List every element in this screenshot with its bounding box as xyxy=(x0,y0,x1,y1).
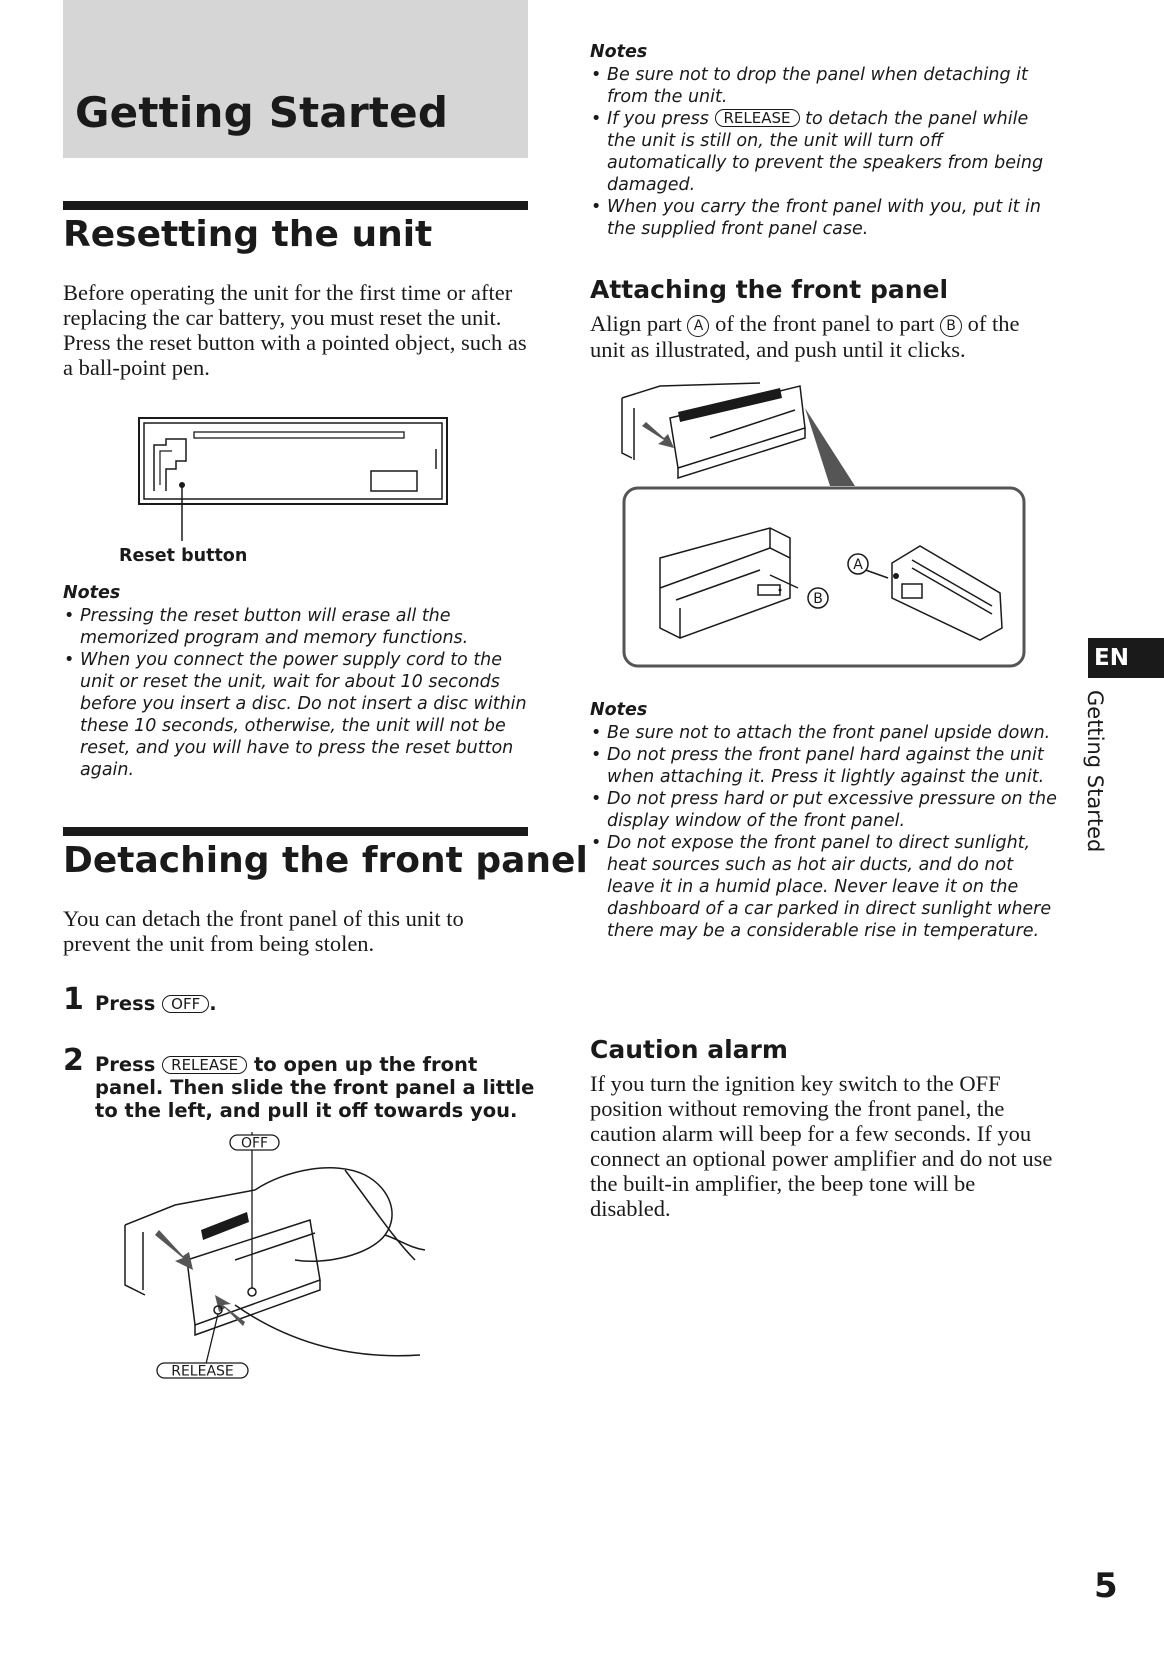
note-item: • Do not press the front panel hard against the unit when attaching it. Press it lightly against the unit. xyxy=(590,744,1060,788)
resetting-body xyxy=(63,280,531,380)
attaching-notes xyxy=(590,722,1060,942)
section-banner xyxy=(63,0,528,158)
attaching-text-2: of the front panel to part xyxy=(715,311,935,336)
heading-rule xyxy=(63,201,528,210)
reset-button-caption: Reset button xyxy=(119,546,248,566)
resetting-para-1: Before operating the unit for the first time or after replacing the car battery, you must reset the unit. xyxy=(63,280,513,330)
page-number: 5 xyxy=(1094,1566,1118,1606)
attaching-text-3: of the unit as illustrated, and push until it clicks. xyxy=(590,311,1020,362)
resetting-notes-title: Notes xyxy=(63,583,121,603)
part-a-mark: A xyxy=(687,315,709,337)
step-2-pre: Press xyxy=(95,1053,156,1076)
note-item: • Be sure not to attach the front panel upside down. xyxy=(590,722,1060,744)
off-label-text: OFF xyxy=(240,1135,269,1152)
attaching-body xyxy=(590,311,1060,362)
note-item: • When you carry the front panel with you, put it in the supplied front panel case. xyxy=(590,196,1060,240)
side-section-label: Getting Started xyxy=(1083,690,1107,853)
figure-label-b: B xyxy=(813,591,823,607)
step-1-text xyxy=(95,992,535,1015)
note-2-post: to detach the panel while the unit is still on, the unit will turn off automatically to prevent the speakers from being damaged. xyxy=(607,109,1044,195)
detaching-intro: You can detach the front panel of this unit to prevent the unit from being stolen. xyxy=(63,906,464,956)
resetting-notes xyxy=(63,605,533,781)
off-figure-label xyxy=(229,1134,281,1152)
note-item: • Be sure not to drop the panel when detaching it from the unit. xyxy=(590,64,1060,108)
note-item: • Do not expose the front panel to direct sunlight, heat sources such as hot air ducts, and do not leave it in a humid place. Never leave it on the dashboard of a car parked in direct sunlight where there may be a considerable rise in temperature. xyxy=(590,832,1060,942)
step-1-pre: Press xyxy=(95,992,156,1015)
step-number: 1 xyxy=(63,982,84,1017)
step-1-post: . xyxy=(209,992,217,1015)
part-b-mark: B xyxy=(940,315,962,337)
step-2-text xyxy=(95,1053,535,1122)
step-2-post: to open up the front panel. Then slide the front panel a little to the left, and pull it off towards you. xyxy=(95,1053,535,1122)
language-tab: EN xyxy=(1088,638,1164,678)
attach-panel-figure xyxy=(620,378,1030,673)
release-button-label: RELEASE xyxy=(162,1056,247,1074)
resetting-para-2: Press the reset button with a pointed object, such as a ball-point pen. xyxy=(63,330,527,380)
resetting-heading: Resetting the unit xyxy=(63,214,433,255)
detach-notes xyxy=(590,64,1060,240)
release-figure-label xyxy=(156,1362,250,1380)
note-2-pre: If you press xyxy=(607,109,709,129)
detach-panel-figure xyxy=(115,1130,445,1380)
note-item xyxy=(590,108,1060,196)
figure-label-a: A xyxy=(853,557,863,573)
attaching-text-1: Align part xyxy=(590,311,682,336)
note-item: • Pressing the reset button will erase all the memorized program and memory functions. xyxy=(63,605,533,649)
heading-rule xyxy=(63,827,528,836)
attaching-notes-title: Notes xyxy=(590,700,648,720)
release-label-text: RELEASE xyxy=(171,1363,234,1380)
off-button-label: OFF xyxy=(162,995,209,1013)
caution-body: If you turn the ignition key switch to the OFF position without removing the front panel, the caution alarm will beep for a few seconds. If you connect an optional power amplifier and do not use the built-in amplifier, the beep tone will be disabled. xyxy=(590,1071,1053,1221)
caution-heading: Caution alarm xyxy=(590,1035,788,1064)
release-button-label: RELEASE xyxy=(715,109,800,127)
detaching-heading: Detaching the front panel xyxy=(63,840,588,881)
note-item: • Do not press hard or put excessive pressure on the display window of the front panel. xyxy=(590,788,1060,832)
note-item: • When you connect the power supply cord to the unit or reset the unit, wait for about 10 seconds before you insert a disc. Do not insert a disc within these 10 seconds, otherwise, the unit will not be reset, and you will have to press the reset button again. xyxy=(63,649,533,781)
reset-unit-figure xyxy=(138,417,450,542)
section-title: Getting Started xyxy=(75,88,449,137)
detach-notes-title: Notes xyxy=(590,42,648,62)
attaching-heading: Attaching the front panel xyxy=(590,275,949,304)
step-number: 2 xyxy=(63,1043,84,1078)
